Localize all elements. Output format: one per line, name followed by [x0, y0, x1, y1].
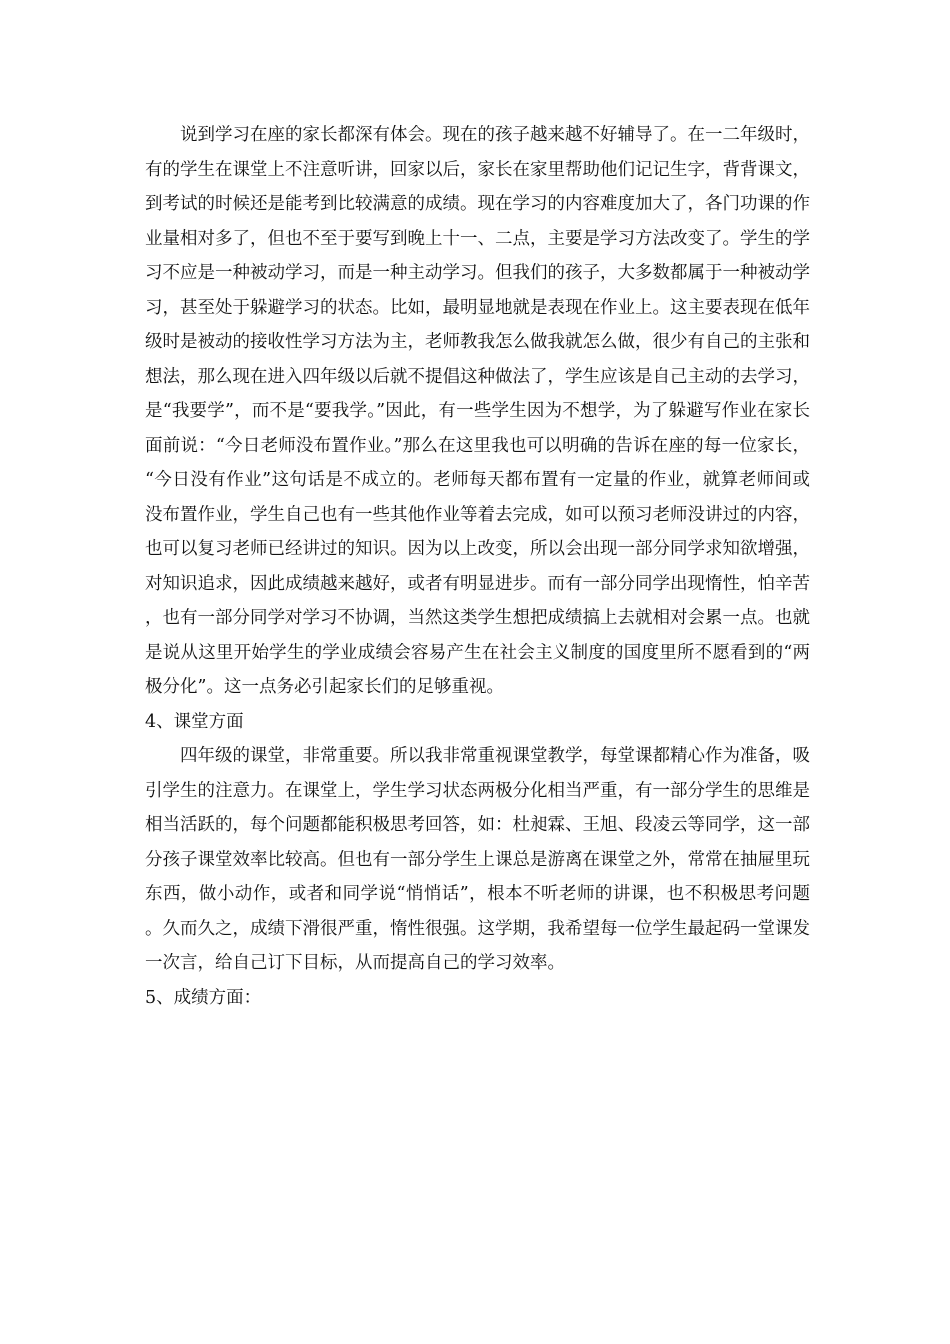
- section-heading-classroom: 4、课堂方面: [145, 711, 244, 732]
- section-heading-grades: 5、成绩方面：: [145, 987, 262, 1008]
- body-paragraph-study-methods: 说到学习在座的家长都深有体会。现在的孩子越来越不好辅导了。在一二年级时，有的学生在课堂上不注意听讲，回家以后，家长在家里帮助他们记记生字，背背课文，到考试的时候还是能考到比较满意的成绩。现在学习的内容难度加大了，各门功课的作业量相对多了，但也不至于要写到晚上十一、二点，主要是学习方法改变了。学生的学习不应是一种被动学习，而是一种主动学习。但我们的孩子，大多数都属于一种被动学习，甚至处于躲避学习的状态。比如，最明显地就是表现在作业上。这主要表现在低年级时是被动的接收性学习方法为主，老师教我怎么做我就怎么做，很少有自己的主张和想法，那么现在进入四年级以后就不提倡这种做法了，学生应该是自己主动的去学习，是“我要学”，而不是“要我学。”因此，有一些学生因为不想学，为了躲避写作业在家长面前说：“今日老师没布置作业。”那么在这里我也可以明确的告诉在座的每一位家长，“今日没有作业”这句话是不成立的。老师每天都布置有一定量的作业，就算老师间或没布置作业，学生自己也有一些其他作业等着去完成，如可以预习老师没讲过的内容，也可以复习老师已经讲过的知识。因为以上改变，所以会出现一部分同学求知欲增强，对知识追求，因此成绩越来越好，或者有明显进步。而有一部分同学出现惰性，怕辛苦，也有一部分同学对学习不协调，当然这类学生想把成绩搞上去就相对会累一点。也就是说从这里开始学生的学业成绩会容易产生在社会主义制度的国度里所不愿看到的“两极分化”。这一点务必引起家长们的足够重视。: [145, 125, 810, 697]
- body-paragraph-classroom: 四年级的课堂，非常重要。所以我非常重视课堂教学，每堂课都精心作为准备，吸引学生的注意力。在课堂上，学生学习状态两极分化相当严重，有一部分学生的思维是相当活跃的，每个问题都能积极思考回答，如：杜昶霖、王旭、段凌云等同学，这一部分孩子课堂效率比较高。但也有一部分学生上课总是游离在课堂之外，常常在抽屉里玩东西，做小动作，或者和同学说“悄悄话”，根本不听老师的讲课，也不积极思考问题。久而久之，成绩下滑很严重，惰性很强。这学期，我希望每一位学生最起码一堂课发一次言，给自己订下目标，从而提高自己的学习效率。: [145, 746, 810, 973]
- document-page: [145, 118, 810, 1015]
